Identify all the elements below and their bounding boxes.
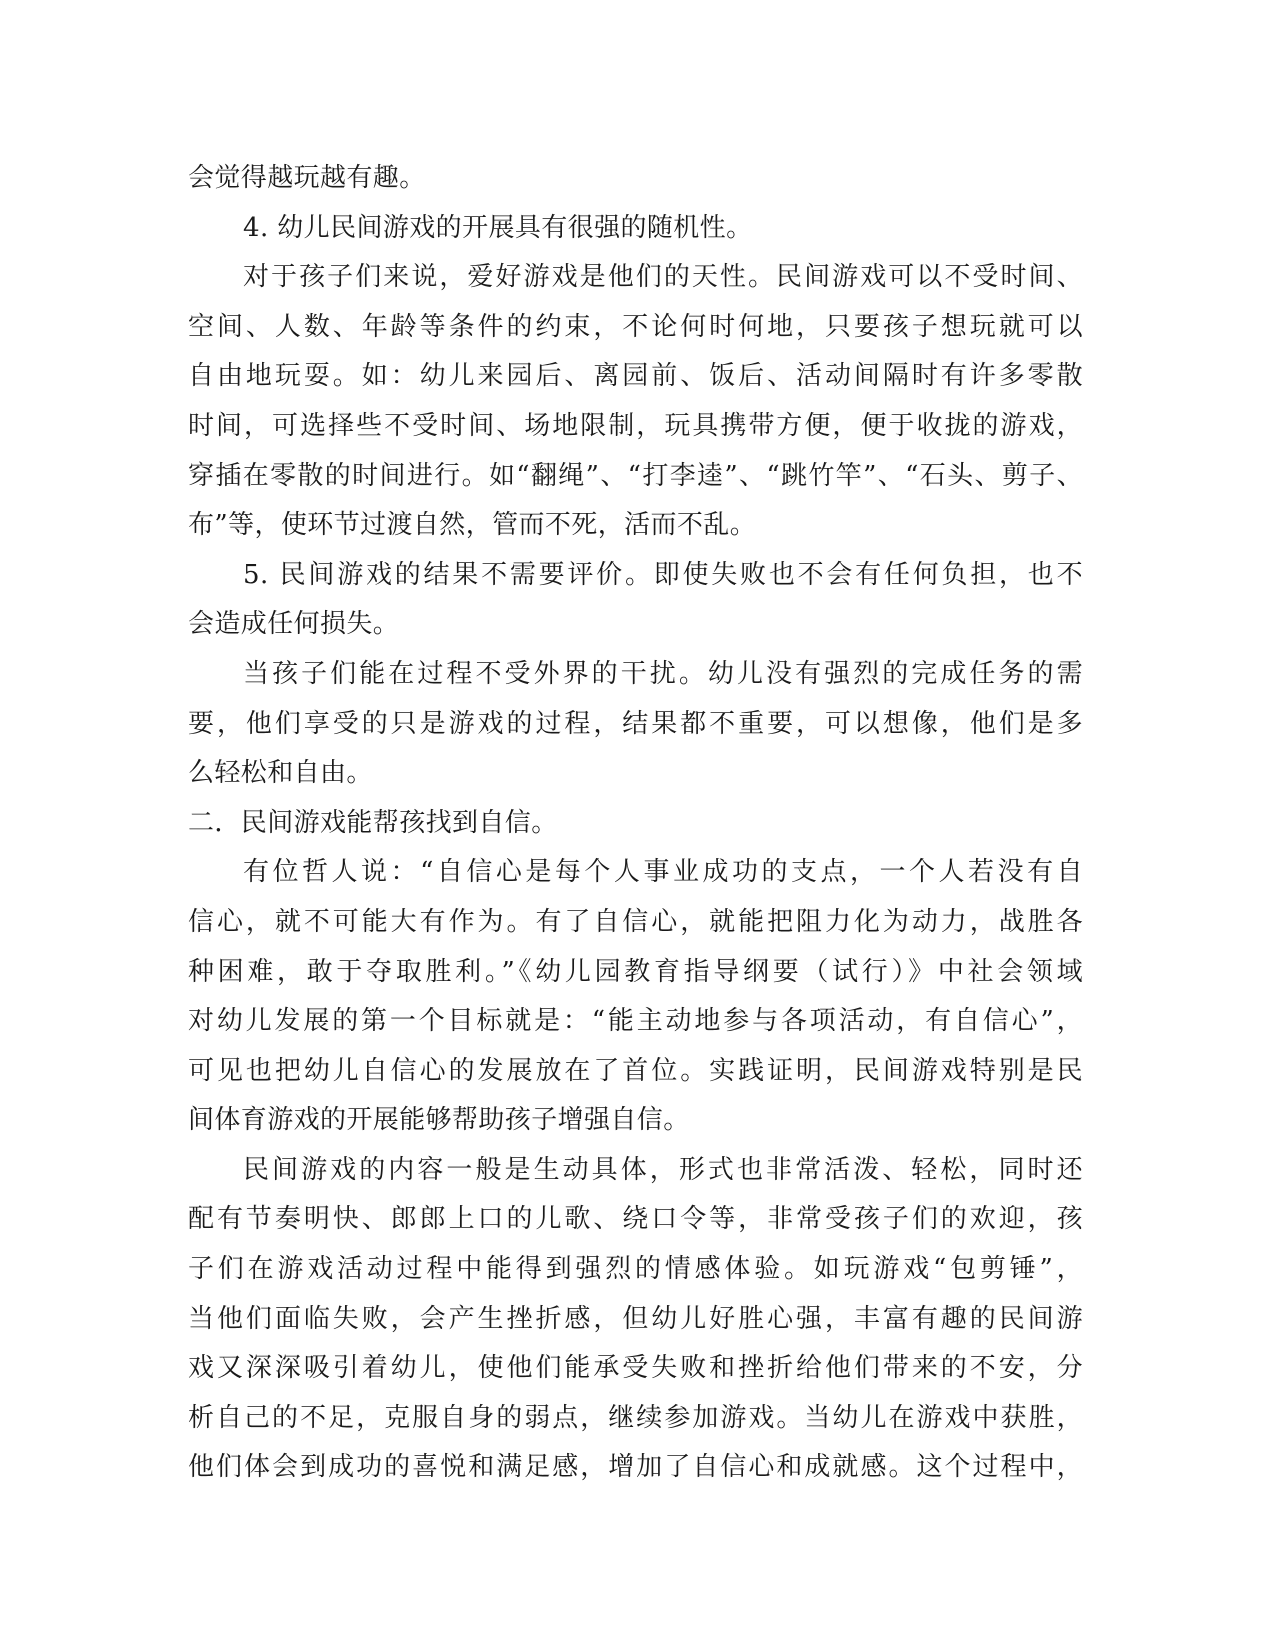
text-line: 对于孩子们来说，爱好游戏是他们的天性。民间游戏可以不受时间、 — [243, 262, 1083, 293]
text-line: 民间游戏的内容一般是生动具体，形式也非常活泼、轻松，同时还 — [243, 1154, 1083, 1185]
text-line: 析自己的不足，克服自身的弱点，继续参加游戏。当幼儿在游戏中获胜， — [188, 1402, 1083, 1433]
text-line: 种困难，敢于夺取胜利。”《幼儿园教育指导纲要（试行）》中社会领域 — [188, 956, 1083, 987]
text-line: 有位哲人说：“自信心是每个人事业成功的支点，一个人若没有自 — [243, 857, 1083, 888]
text-line: 信心，就不可能大有作为。有了自信心，就能把阻力化为动力，战胜各 — [188, 906, 1083, 937]
text-line: 穿插在零散的时间进行。如“翻绳”、“打李逵”、“跳竹竿”、“石头、剪子、 — [188, 460, 1083, 491]
text-line: 配有节奏明快、郎郎上口的儿歌、绕口令等，非常受孩子们的欢迎，孩 — [188, 1204, 1083, 1235]
text-line: 自由地玩耍。如：幼儿来园后、离园前、饭后、活动间隔时有许多零散 — [188, 361, 1083, 392]
text-line: 么轻松和自由。 — [188, 758, 373, 789]
text-line: 子们在游戏活动过程中能得到强烈的情感体验。如玩游戏“包剪锤”， — [188, 1254, 1083, 1285]
section-heading: 二．民间游戏能帮孩找到自信。 — [188, 807, 558, 838]
text-line: 当孩子们能在过程不受外界的干扰。幼儿没有强烈的完成任务的需 — [243, 658, 1083, 689]
text-line: 戏又深深吸引着幼儿，使他们能承受失败和挫折给他们带来的不安，分 — [188, 1353, 1083, 1384]
text-line: 间体育游戏的开展能够帮助孩子增强自信。 — [188, 1105, 690, 1136]
list-item-heading: 4. 幼儿民间游戏的开展具有很强的随机性。 — [243, 212, 753, 243]
document-body — [188, 154, 1083, 1493]
text-line: 会造成任何损失。 — [188, 609, 400, 640]
text-line: 空间、人数、年龄等条件的约束，不论何时何地，只要孩子想玩就可以 — [188, 311, 1083, 342]
text-line: 时间，可选择些不受时间、场地限制，玩具携带方便，便于收拢的游戏， — [188, 410, 1083, 441]
text-line: 布”等，使环节过渡自然，管而不死，活而不乱。 — [188, 510, 757, 541]
text-line: 当他们面临失败，会产生挫折感，但幼儿好胜心强，丰富有趣的民间游 — [188, 1303, 1083, 1334]
text-line: 可见也把幼儿自信心的发展放在了首位。实践证明，民间游戏特别是民 — [188, 1055, 1083, 1086]
text-line: 要，他们享受的只是游戏的过程，结果都不重要，可以想像，他们是多 — [188, 708, 1083, 739]
list-item-heading: 5. 民间游戏的结果不需要评价。即使失败也不会有任何负担，也不 — [243, 559, 1083, 590]
text-line: 对幼儿发展的第一个目标就是：“能主动地参与各项活动，有自信心”， — [188, 1006, 1083, 1037]
text-line: 会觉得越玩越有趣。 — [188, 163, 426, 193]
text-line: 他们体会到成功的喜悦和满足感，增加了自信心和成就感。这个过程中， — [188, 1452, 1083, 1483]
